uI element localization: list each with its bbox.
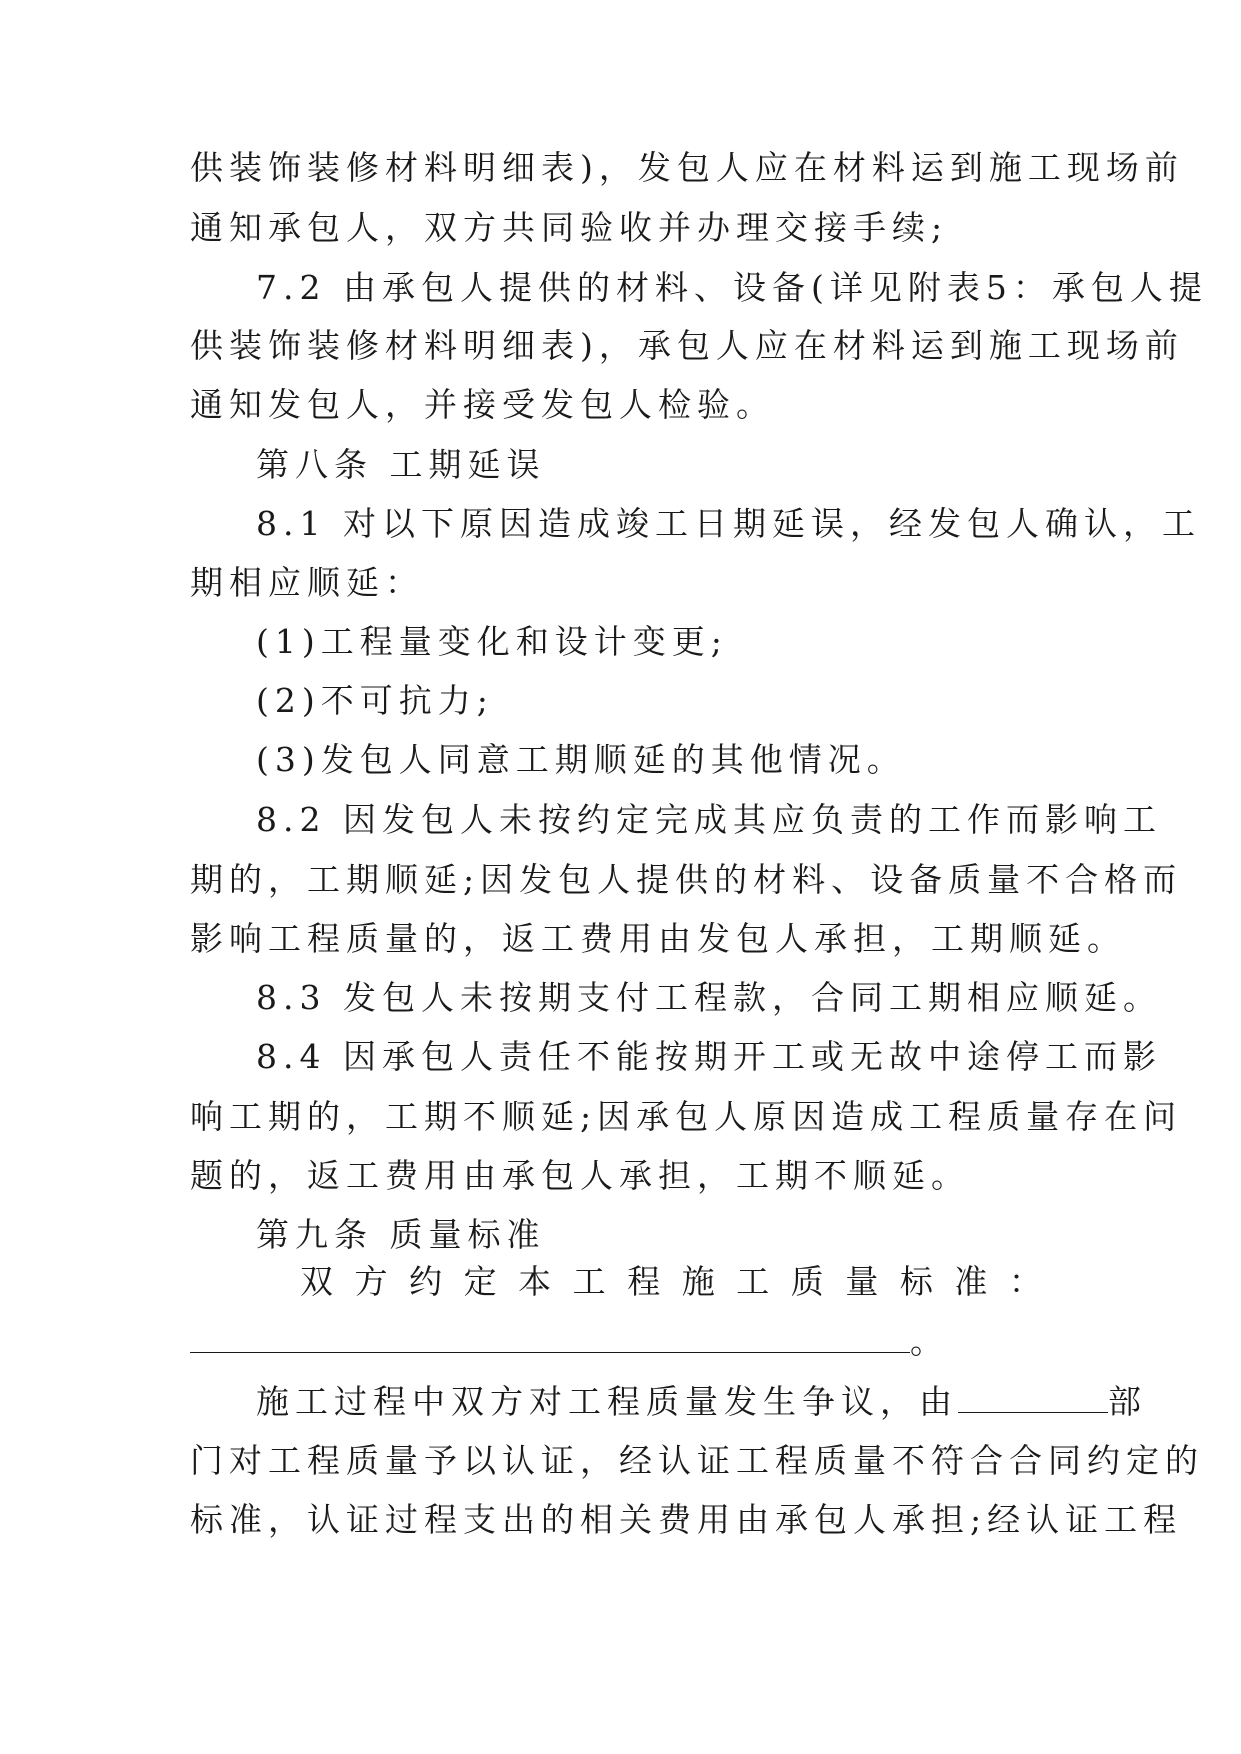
list-item: (1)工程量变化和设计变更; <box>256 622 728 661</box>
spread-char: 标 <box>899 1262 939 1301</box>
text-line: 7.2 由承包人提供的材料、设备(详见附表5：承包人提 <box>256 268 1208 307</box>
text-line: 期相应顺延： <box>190 563 424 602</box>
text-line: 供装饰装修材料明细表)，发包人应在材料运到施工现场前 <box>190 148 1184 187</box>
list-item: (2)不可抗力; <box>256 681 494 720</box>
text-segment: 施工过程中双方对工程质量发生争议，由 <box>256 1382 958 1421</box>
text-line: 门对工程质量予以认证，经认证工程质量不符合合同约定的 <box>190 1441 1204 1480</box>
blank-fill-line <box>190 1322 949 1362</box>
text-segment: 部 <box>1108 1382 1147 1421</box>
spread-char: 施 <box>681 1262 721 1301</box>
spread-char: 工 <box>736 1262 776 1301</box>
spread-char: 双 <box>300 1262 339 1301</box>
text-line: 标准，认证过程支出的相关费用由承包人承担;经认证工程 <box>190 1500 1183 1539</box>
fill-in-blank[interactable] <box>958 1382 1108 1413</box>
spread-char: 约 <box>409 1262 449 1301</box>
spread-char: 本 <box>518 1262 558 1301</box>
spread-char: 量 <box>845 1262 885 1301</box>
text-line: 8.1 对以下原因造成竣工日期延误，经发包人确认，工 <box>256 504 1201 543</box>
text-line: 期的，工期顺延;因发包人提供的材料、设备质量不合格而 <box>190 860 1183 899</box>
text-line: 8.2 因发包人未按约定完成其应负责的工作而影响工 <box>256 800 1162 839</box>
period-mark: 。 <box>910 1322 949 1361</box>
list-item: (3)发包人同意工期顺延的其他情况。 <box>256 740 906 779</box>
text-line: 影响工程质量的，返工费用由发包人承担，工期顺延。 <box>190 919 1126 958</box>
text-line <box>256 1382 1147 1422</box>
spread-char: 方 <box>354 1262 394 1301</box>
text-line: 供装饰装修材料明细表)，承包人应在材料运到施工现场前 <box>190 326 1184 365</box>
text-line: 8.3 发包人未按期支付工程款，合同工期相应顺延。 <box>256 978 1162 1017</box>
section-heading: 第八条 工期延误 <box>256 445 546 484</box>
quality-standard-line <box>300 1262 1048 1302</box>
spread-char: 程 <box>627 1262 667 1301</box>
spread-char: 质 <box>790 1262 830 1301</box>
spread-char: 工 <box>572 1262 612 1301</box>
fill-in-blank[interactable] <box>190 1322 910 1353</box>
text-line: 8.4 因承包人责任不能按期开工或无故中途停工而影 <box>256 1037 1162 1076</box>
section-heading: 第九条 质量标准 <box>256 1215 546 1254</box>
spread-char: ： <box>1008 1262 1048 1301</box>
spread-char: 定 <box>463 1262 503 1301</box>
text-line: 通知承包人，双方共同验收并办理交接手续; <box>190 208 949 247</box>
spread-char: 准 <box>954 1262 994 1301</box>
text-line: 题的，返工费用由承包人承担，工期不顺延。 <box>190 1156 970 1195</box>
text-line: 通知发包人，并接受发包人检验。 <box>190 385 775 424</box>
text-line: 响工期的，工期不顺延;因承包人原因造成工程质量存在问 <box>190 1097 1183 1136</box>
